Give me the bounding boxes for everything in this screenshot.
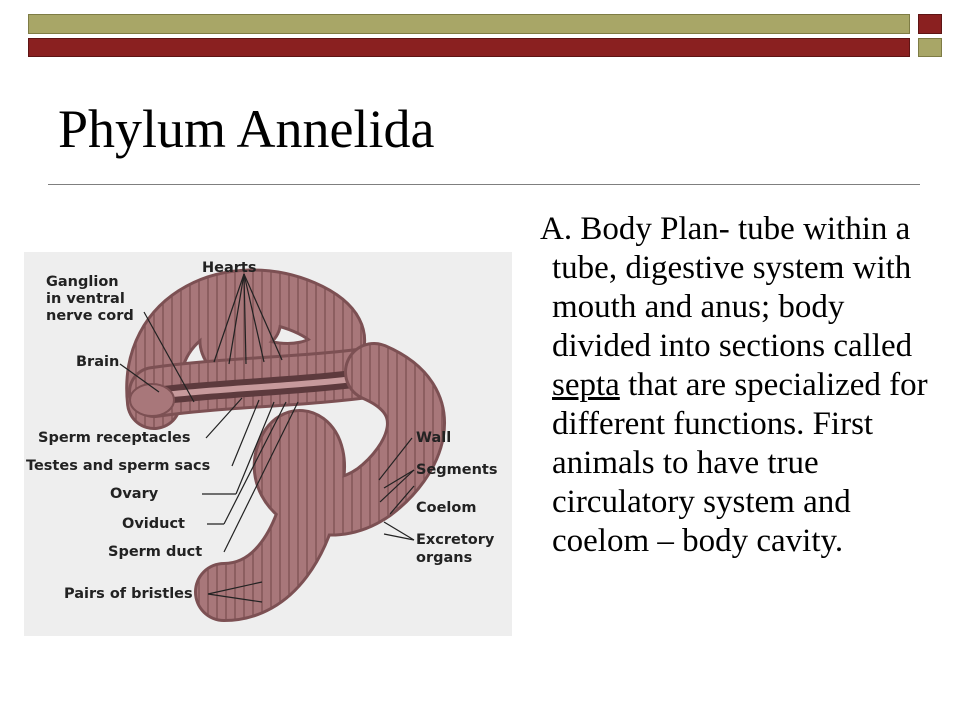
label-brain: Brain <box>76 354 120 370</box>
title-bar-decoration <box>0 0 960 60</box>
label-pairs-of-bristles: Pairs of bristles <box>64 586 193 602</box>
label-sperm-receptacles: Sperm receptacles <box>38 430 191 446</box>
label-testes-sperm-sacs: Testes and sperm sacs <box>26 458 211 474</box>
body-text-part2: that are specialized for different functions. First animals to have true circulatory system and coelom – body cavity. <box>552 367 928 559</box>
label-hearts: Hearts <box>202 260 257 276</box>
label-oviduct: Oviduct <box>122 516 185 532</box>
olive-accent-bar <box>28 14 910 34</box>
label-ganglion-line2: in ventral <box>46 291 125 307</box>
earthworm-illustration <box>24 252 512 636</box>
label-coelom: Coelom <box>416 500 477 516</box>
label-excretory-line1: Excretory <box>416 532 495 548</box>
body-text-part1: A. Body Plan- tube within a tube, digestive system with mouth and anus; body divided into sections called <box>540 211 913 364</box>
label-excretory-line2: organs <box>416 550 473 566</box>
underlined-term-septa: septa <box>552 367 620 403</box>
red-accent-square <box>918 14 942 34</box>
label-ovary: Ovary <box>110 486 159 502</box>
olive-accent-square <box>918 38 942 57</box>
title-underline-rule <box>48 184 920 185</box>
label-segments: Segments <box>416 462 498 478</box>
label-sperm-duct: Sperm duct <box>108 544 203 560</box>
label-ganglion-line3: nerve cord <box>46 308 134 324</box>
label-wall: Wall <box>416 430 452 446</box>
body-plan-paragraph <box>540 210 932 561</box>
worm-head <box>130 384 174 416</box>
label-ganglion-line1: Ganglion <box>46 274 119 290</box>
red-accent-bar <box>28 38 910 57</box>
slide-title: Phylum Annelida <box>58 99 435 159</box>
earthworm-diagram <box>24 252 512 636</box>
